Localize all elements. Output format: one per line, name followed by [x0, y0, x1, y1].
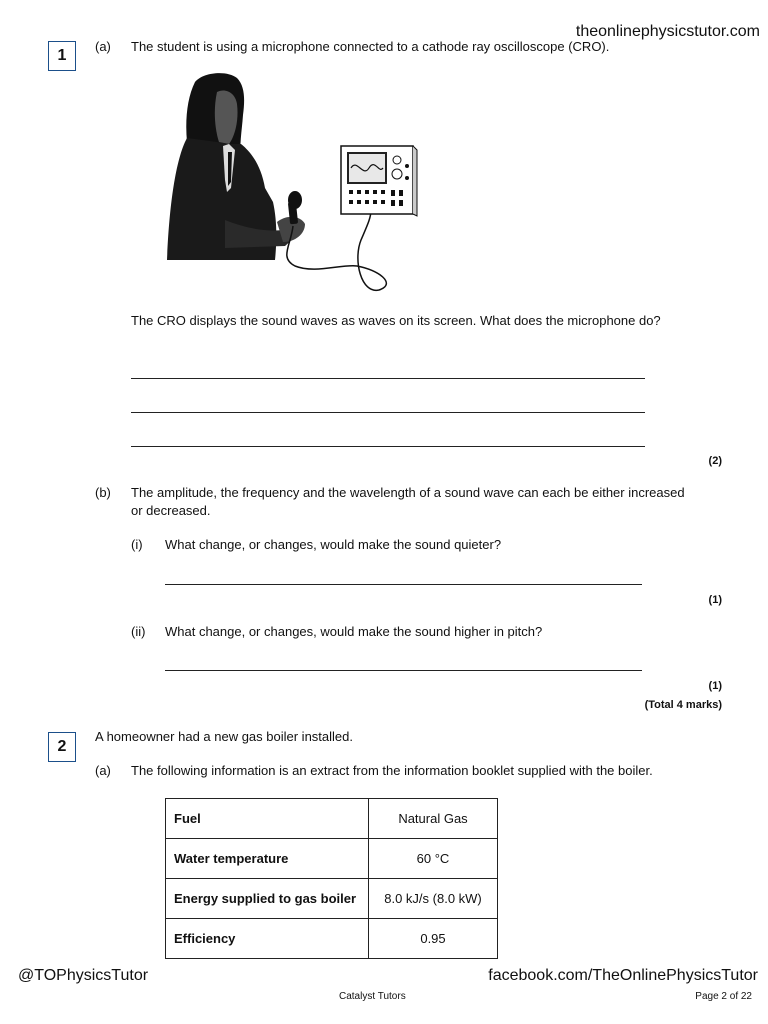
q1b-intro: The amplitude, the frequency and the wavelength of a sound wave can each be either increased or decreased.: [131, 485, 685, 518]
q2a-label: (a): [95, 763, 111, 778]
table-row: [166, 799, 498, 839]
q1a-marks: (2): [708, 455, 722, 467]
q2-intro: A homeowner had a new gas boiler installed.: [95, 729, 353, 744]
boiler-info-table: [165, 798, 498, 959]
table-value: 0.95: [369, 919, 498, 959]
footer-company: Catalyst Tutors: [339, 991, 406, 1002]
answer-line[interactable]: [165, 584, 642, 585]
footer-facebook-url: facebook.com/TheOnlinePhysicsTutor: [488, 967, 758, 984]
q1-total-marks: (Total 4 marks): [644, 699, 722, 711]
answer-line[interactable]: [131, 446, 645, 447]
table-value: 60 °C: [369, 839, 498, 879]
table-key: Efficiency: [166, 919, 369, 959]
site-url: theonlinephysicstutor.com: [575, 23, 760, 40]
question-1-number: 1: [48, 41, 76, 71]
table-row: [166, 839, 498, 879]
table-value: 8.0 kJ/s (8.0 kW): [369, 879, 498, 919]
q1bii-marks: (1): [708, 680, 722, 692]
table-value: Natural Gas: [369, 799, 498, 839]
table-row: [166, 919, 498, 959]
q1bii-question: What change, or changes, would make the sound higher in pitch?: [165, 624, 543, 639]
q1a-question: The CRO displays the sound waves as waves on its screen. What does the microphone do?: [131, 313, 661, 328]
q1bi-question: What change, or changes, would make the sound quieter?: [165, 537, 502, 552]
table-key: Water temperature: [166, 839, 369, 879]
q1bi-label: (i): [131, 537, 143, 552]
q1bi-marks: (1): [708, 594, 722, 606]
answer-line[interactable]: [131, 378, 645, 379]
student-microphone-cro-illustration: [165, 70, 420, 292]
q1bii-label: (ii): [131, 624, 146, 639]
q1b-label: (b): [95, 485, 111, 500]
page-number: Page 2 of 22: [695, 991, 752, 1002]
footer-twitter-handle: @TOPhysicsTutor: [18, 967, 149, 984]
answer-line[interactable]: [165, 670, 642, 671]
q1a-label: (a): [95, 39, 111, 54]
table-key: Energy supplied to gas boiler: [166, 879, 369, 919]
answer-line[interactable]: [131, 412, 645, 413]
table-row: [166, 879, 498, 919]
table-key: Fuel: [166, 799, 369, 839]
q2a-text: The following information is an extract from the information booklet supplied with the boiler.: [131, 763, 653, 778]
q1a-intro: The student is using a microphone connected to a cathode ray oscilloscope (CRO).: [131, 39, 610, 54]
question-2-number: 2: [48, 732, 76, 762]
